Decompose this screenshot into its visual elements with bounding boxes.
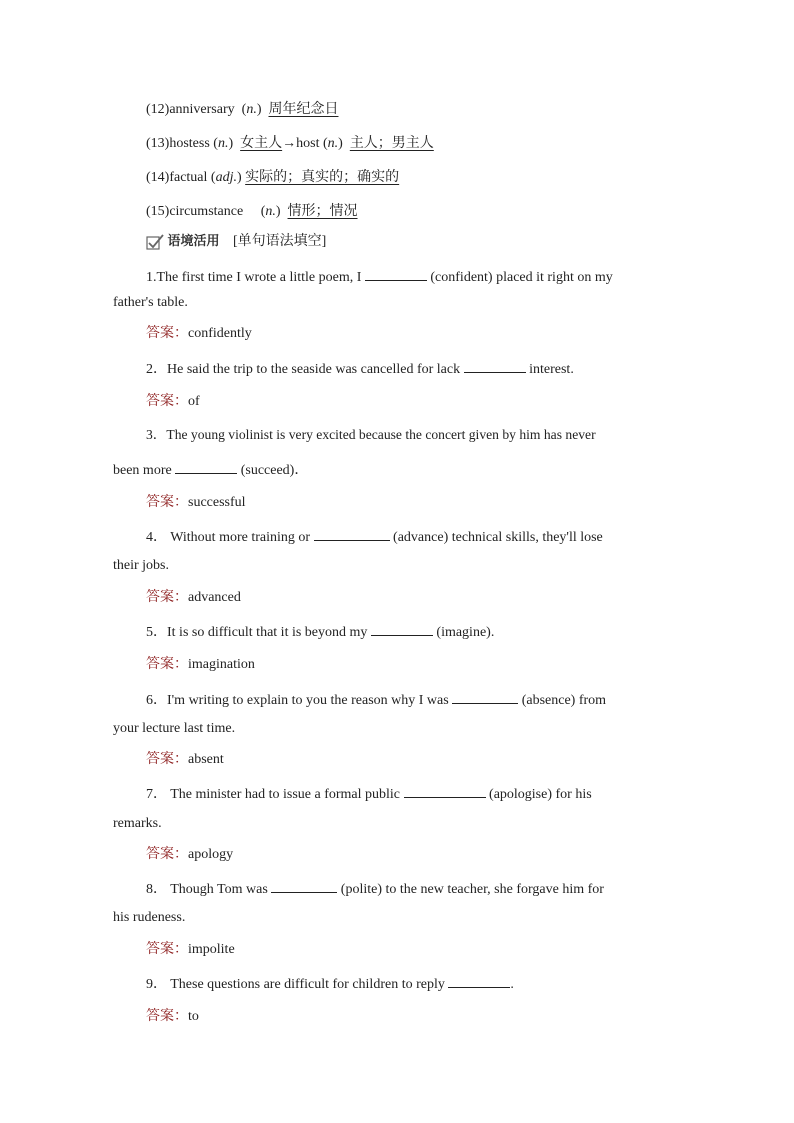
answer-label: 答案： xyxy=(146,495,188,510)
question-text: 9． These questions are difficult for children to reply xyxy=(146,977,445,992)
question-text: (imagine). xyxy=(436,625,495,640)
answer-value: confidently xyxy=(188,326,252,341)
question-text: (confident) placed it right on my xyxy=(430,270,613,285)
question-text: (polite) to the new teacher, she forgave him for xyxy=(340,882,604,897)
answer-2 xyxy=(146,393,200,411)
question-text: 1.The first time I wrote a little poem, I xyxy=(146,270,362,285)
answer-blank xyxy=(452,690,518,704)
answer-label: 答案： xyxy=(146,752,188,767)
arrow-icon: → xyxy=(282,136,297,151)
question-1-line2: father's table. xyxy=(113,295,188,310)
question-text: (apologise) for his xyxy=(489,787,592,802)
vocab-item-15: (15)circumstance (n.) 情形；情况 xyxy=(146,204,358,219)
vocab-meaning: 实际的；真实的；确实的 xyxy=(245,170,400,185)
check-icon xyxy=(146,234,164,250)
question-text: 5．It is so difficult that it is beyond my xyxy=(146,625,368,640)
question-text: (succeed)． xyxy=(240,463,309,478)
answer-5 xyxy=(146,656,255,674)
question-4-line1 xyxy=(146,527,603,547)
answer-3 xyxy=(146,494,246,512)
answer-value: imagination xyxy=(188,657,255,672)
question-text: 7． The minister had to issue a formal public xyxy=(146,787,401,802)
question-text: 2．He said the trip to the seaside was cancelled for lack xyxy=(146,362,461,377)
answer-label: 答案： xyxy=(146,942,188,957)
answer-label: 答案： xyxy=(146,394,188,409)
vocab-num: (13) xyxy=(146,136,170,151)
vocab-pos: n. xyxy=(246,102,257,117)
question-text: (absence) from xyxy=(521,693,607,708)
vocab-word: hostess xyxy=(169,136,210,151)
section-label: 语境活用 xyxy=(167,234,220,249)
answer-blank xyxy=(404,784,486,798)
vocab-meaning: 情形；情况 xyxy=(287,204,358,219)
vocab-num: (12) xyxy=(146,102,170,117)
answer-value: absent xyxy=(188,752,224,767)
answer-blank xyxy=(314,527,390,541)
vocab-meaning: 女主人 xyxy=(240,136,283,151)
vocab-word: host xyxy=(296,136,320,151)
question-text: . xyxy=(510,977,514,992)
vocab-word: factual xyxy=(169,170,208,185)
answer-value: of xyxy=(188,394,200,409)
question-3-line1: 3．The young violinist is very excited because the concert given by him has never xyxy=(146,427,596,442)
answer-label: 答案： xyxy=(146,657,188,672)
question-text: 8． Though Tom was xyxy=(146,882,268,897)
answer-9 xyxy=(146,1008,199,1026)
question-9-line1 xyxy=(146,974,514,994)
vocab-num: (14) xyxy=(146,170,170,185)
vocab-pos: adj. xyxy=(215,170,237,185)
vocab-word: circumstance xyxy=(169,204,244,219)
vocab-item-12: (12)anniversary (n.) 周年纪念日 xyxy=(146,102,339,117)
answer-7 xyxy=(146,846,233,864)
question-text: 4． Without more training or xyxy=(146,530,311,545)
vocab-meaning: 主人；男主人 xyxy=(349,136,434,151)
answer-6 xyxy=(146,751,224,769)
answer-value: advanced xyxy=(188,590,241,605)
question-8-line2: his rudeness. xyxy=(113,910,186,925)
question-2-line1 xyxy=(146,359,574,379)
vocab-item-14: (14)factual (adj.) 实际的；真实的；确实的 xyxy=(146,170,400,185)
answer-1 xyxy=(146,325,252,343)
question-1-line1 xyxy=(146,267,613,287)
answer-blank xyxy=(464,359,526,373)
vocab-item-13: (13)hostess (n.) 女主人→host (n.) 主人；男主人 xyxy=(146,136,434,151)
answer-value: impolite xyxy=(188,942,235,957)
answer-blank xyxy=(365,267,427,281)
question-text: 6．I'm writing to explain to you the reason why I was xyxy=(146,693,449,708)
answer-label: 答案： xyxy=(146,326,188,341)
vocab-pos: n. xyxy=(217,136,229,151)
question-6-line1 xyxy=(146,690,606,710)
answer-label: 答案： xyxy=(146,1009,188,1024)
question-6-line2: your lecture last time. xyxy=(113,721,236,736)
question-7-line1 xyxy=(146,784,592,804)
section-heading xyxy=(146,230,326,250)
section-subtitle: [单句语法填空] xyxy=(233,234,327,249)
question-3-line2 xyxy=(113,460,308,480)
vocab-pos: n. xyxy=(265,204,276,219)
question-4-line2: their jobs. xyxy=(113,558,169,573)
answer-value: apology xyxy=(188,847,234,862)
question-5-line1 xyxy=(146,622,494,642)
question-7-line2: remarks. xyxy=(113,816,162,831)
answer-label: 答案： xyxy=(146,590,188,605)
vocab-pos: n. xyxy=(327,136,339,151)
answer-value: successful xyxy=(188,495,246,510)
answer-blank xyxy=(371,622,433,636)
answer-label: 答案： xyxy=(146,847,188,862)
vocab-num: (15) xyxy=(146,204,170,219)
question-text: interest. xyxy=(529,362,574,377)
answer-4 xyxy=(146,589,241,607)
vocab-word: anniversary xyxy=(169,102,235,117)
answer-8 xyxy=(146,941,235,959)
answer-blank xyxy=(271,879,337,893)
question-8-line1 xyxy=(146,879,604,899)
vocab-meaning: 周年纪念日 xyxy=(268,102,339,117)
answer-value: to xyxy=(188,1009,199,1024)
answer-blank xyxy=(175,460,237,474)
question-text: been more xyxy=(113,463,172,478)
question-text: (advance) technical skills, they'll lose xyxy=(393,530,603,545)
answer-blank xyxy=(448,974,510,988)
